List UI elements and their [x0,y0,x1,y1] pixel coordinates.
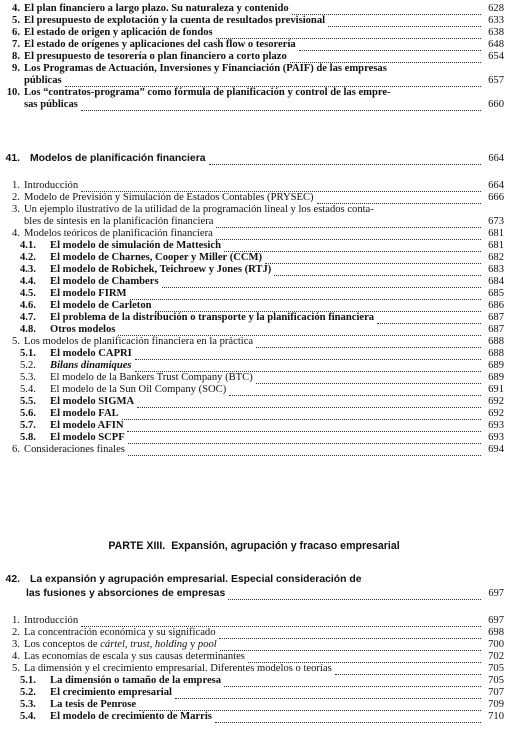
subentry-title: El modelo de simulación de Mattesich [50,240,221,251]
entry-number: 5. [12,663,20,674]
toc-entry [0,180,504,192]
toc-subentry [0,372,504,384]
leader-dots [81,102,481,111]
subentry-page: 684 [488,276,504,287]
subentry-page: 709 [488,699,504,710]
subentry-page: 691 [488,384,504,395]
entry-title-part-italic: pool [197,639,217,650]
entry-number: 5. [12,336,20,347]
subentry-number: 5.3. [20,699,36,710]
toc-subentry [0,396,504,408]
chapter-number: 42. [5,574,20,585]
subentry-number: 5.2. [20,360,36,371]
leader-dots [135,351,481,360]
subentry-number: 5.5. [20,396,36,407]
entry-title-continuation: bles de síntesis en la planificación financiera [24,216,214,227]
subentry-page: 685 [488,288,504,299]
toc-subentry [0,264,504,276]
toc-entry [0,651,504,663]
part-label: PARTE XIII. [108,540,166,552]
subentry-title: El modelo FIRM [50,288,127,299]
toc-entry-multiline [0,204,504,216]
toc-entry [0,444,504,456]
entry-title-continuation: sas públicas [24,99,78,110]
subentry-page: 692 [488,408,504,419]
toc-entry [0,336,504,348]
chapter-page: 664 [488,153,504,164]
subentry-page: 687 [488,312,504,323]
toc-subentry [0,408,504,420]
subentry-page: 707 [488,687,504,698]
entry-page: 688 [488,336,504,347]
entry-title: Modelo de Previsión y Simulación de Estados Contables (PRYSEC) [24,192,314,203]
entry-title: El presupuesto de explotación y la cuenta de resultados previsional [24,15,326,26]
toc-entry [0,663,504,675]
subentry-title: El modelo de crecimiento de Marris [50,711,212,722]
toc-subentry [0,687,504,699]
subentry-number: 4.5. [20,288,36,299]
entry-title: El plan financiero a largo plazo. Su naturaleza y contenido [24,3,289,14]
entry-page: 698 [488,627,504,638]
entry-number: 3. [12,204,20,215]
toc-subentry [0,432,504,444]
subentry-number: 4.1. [20,240,36,251]
entry-number: 6. [12,444,20,455]
chapter-heading [0,152,504,165]
entry-page: 697 [488,615,504,626]
leader-dots [65,78,481,87]
toc-entry [0,27,504,39]
entry-number: 4. [12,228,20,239]
entry-page: 633 [488,15,504,26]
subentry-number: 4.6. [20,300,36,311]
chapter-heading-line [0,587,504,600]
chapter42-entries [0,615,504,723]
entry-number: 8. [12,51,20,62]
leader-dots [220,642,481,651]
entry-title: El estado de origen y aplicación de fondos [24,27,213,38]
leader-dots [328,18,481,27]
toc-entry-multiline [0,87,504,99]
toc-subentry [0,699,504,711]
leader-dots [81,618,481,627]
subentry-page: 687 [488,324,504,335]
entry-title: Los modelos de planificación financiera en la práctica [24,336,254,347]
entry-number: 2. [12,627,20,638]
leader-dots [215,714,481,723]
chapter-number: 41. [5,153,20,164]
toc-subentry [0,360,504,372]
subentry-title: El modelo de Robichek, Teichroew y Jones (RTJ) [50,264,272,275]
subentry-page: 683 [488,264,504,275]
leader-dots [127,423,481,432]
subentry-page: 682 [488,252,504,263]
toc-entry-continuation [0,75,504,87]
chapter-title-line1: La expansión y agrupación empresarial. Especial consideración de [30,574,362,585]
subentry-title: El crecimiento empresarial [50,687,172,698]
entry-page: 705 [488,663,504,674]
leader-dots [292,6,481,15]
leader-dots [118,327,481,336]
leader-dots [248,654,481,663]
entry-number: 1. [12,180,20,191]
subentry-page: 681 [488,240,504,251]
leader-dots [137,399,481,408]
subentry-title: El modelo AFIN [50,420,124,431]
chapter-heading-line [0,574,504,587]
toc-subentry [0,300,504,312]
toc-subentry [0,288,504,300]
entry-page: 660 [488,99,504,110]
toc-subentry [0,312,504,324]
toc-entry-continuation [0,216,504,228]
entry-page: 694 [488,444,504,455]
toc-entry [0,615,504,627]
subentry-number: 4.8. [20,324,36,335]
entry-title: La dimensión y el crecimiento empresarial. Diferentes modelos o teorías [24,663,332,674]
entry-page: 638 [488,27,504,38]
entry-title-part: y [187,639,198,650]
leader-dots [122,411,481,420]
leader-dots [130,291,481,300]
leader-dots [209,156,481,165]
leader-dots [219,630,482,639]
entry-title: Los Programas de Actuación, Inversiones y Financiación (PAIF) de las empresas [24,63,387,74]
entry-page: 654 [488,51,504,62]
leader-dots [162,279,481,288]
subentry-number: 5.1. [20,675,36,686]
entry-title: La concentración económica y su significado [24,627,216,638]
leader-dots [81,183,481,192]
toc-entry [0,3,504,15]
entry-number: 10. [6,87,20,98]
leader-dots [216,219,481,228]
subentry-number: 5.4. [20,711,36,722]
leader-dots [175,690,481,699]
subentry-title: El modelo de Carleton [50,300,152,311]
chapter-title-line2: las fusiones y absorciones de empresas [26,588,226,599]
toc-subentry [0,675,504,687]
leader-dots [216,231,481,240]
toc-entry [0,51,504,63]
entry-title-part: Los conceptos de [24,639,101,650]
toc-entry [0,192,504,204]
leader-dots [335,666,481,675]
leader-dots [128,435,481,444]
subentry-title: El modelo de Chambers [50,276,159,287]
part-title: Expansión, agrupación y fracaso empresarial [171,540,400,552]
subentry-page: 693 [488,432,504,443]
chapter-page: 697 [488,588,504,599]
subentry-title: El modelo FAL [50,408,119,419]
entry-title [24,639,217,651]
entry-title-part-italic: cártel, trust, holding [100,639,188,650]
part-heading [0,540,508,552]
entry-title: El presupuesto de tesorería o plan financiero a corto plazo [24,51,287,62]
entry-number: 5. [12,15,20,26]
entry-page: 628 [488,3,504,14]
subentry-page: 710 [488,711,504,722]
top-entries [0,3,504,111]
subentry-page: 686 [488,300,504,311]
leader-dots [290,54,481,63]
chapter-heading [0,574,504,600]
subentry-number: 5.4. [20,384,36,395]
subentry-page: 692 [488,396,504,407]
subentry-title: El modelo SIGMA [50,396,135,407]
subentry-title: La tesis de Penrose [50,699,137,710]
subentry-number: 5.6. [20,408,36,419]
subentry-title: Otros modelos [50,324,116,335]
leader-dots [377,315,481,324]
subentry-number: 4.4. [20,276,36,287]
toc-entry [0,15,504,27]
subentry-number: 4.2. [20,252,36,263]
toc-subentry [0,384,504,396]
subentry-number: 5.2. [20,687,36,698]
leader-dots [135,363,481,372]
entry-title: Consideraciones finales [24,444,125,455]
entry-title: Introducción [24,615,79,626]
leader-dots [256,375,481,384]
leader-dots [224,678,481,687]
subentry-page: 689 [488,372,504,383]
toc-subentry [0,240,504,252]
leader-dots [274,267,481,276]
toc-entry-continuation [0,99,504,111]
entry-page: 657 [488,75,504,86]
entry-page: 700 [488,639,504,650]
subentry-title: El modelo de la Sun Oil Company (SOC) [50,384,227,395]
entry-number: 4. [12,3,20,14]
toc-entry [0,228,504,240]
entry-page: 666 [488,192,504,203]
leader-dots [256,339,481,348]
subentry-number: 5.8. [20,432,36,443]
entry-page: 673 [488,216,504,227]
subentry-page: 688 [488,348,504,359]
toc-entry [0,627,504,639]
subentry-title: El modelo CAPRI [50,348,132,359]
leader-dots [299,42,481,51]
leader-dots [128,447,481,456]
leader-dots [216,30,481,39]
toc-subentry [0,348,504,360]
entry-page: 664 [488,180,504,191]
toc-entry-multiline [0,63,504,75]
entry-title: El estado de orígenes y aplicaciones del cash flow o tesorería [24,39,296,50]
entry-number: 4. [12,651,20,662]
entry-title-continuation: públicas [24,75,62,86]
chapter41-entries [0,180,504,456]
entry-number: 7. [12,39,20,50]
entry-number: 3. [12,639,20,650]
leader-dots [317,195,481,204]
entry-title: Modelos teóricos de planificación financiera [24,228,213,239]
toc-entry [0,39,504,51]
entry-page: 681 [488,228,504,239]
entry-title: Un ejemplo ilustrativo de la utilidad de la programación lineal y los estados conta- [24,204,374,215]
leader-dots [224,243,481,252]
leader-dots [229,387,481,396]
toc-entry [0,639,504,651]
toc-subentry [0,324,504,336]
subentry-title: El modelo de la Bankers Trust Company (BTC) [50,372,253,383]
subentry-title: Bilans dinamiques [50,360,132,371]
entry-page: 702 [488,651,504,662]
subentry-title: El modelo SCPF [50,432,125,443]
subentry-title: La dimensión o tamaño de la empresa [50,675,222,686]
subentry-number: 5.3. [20,372,36,383]
entry-title: Las economías de escala y sus causas determinantes [24,651,245,662]
entry-number: 1. [12,615,20,626]
subentry-page: 689 [488,360,504,371]
leader-dots [265,255,481,264]
subentry-title: El problema de la distribución o transporte y la planificación financiera [50,312,375,323]
entry-number: 6. [12,27,20,38]
entry-number: 2. [12,192,20,203]
toc-subentry [0,711,504,723]
subentry-number: 4.3. [20,264,36,275]
entry-number: 9. [12,63,20,74]
leader-dots [139,702,481,711]
chapter-title: Modelos de planificación financiera [30,153,206,164]
toc-subentry [0,276,504,288]
leader-dots [228,591,481,600]
subentry-title: El modelo de Charnes, Cooper y Miller (CCM) [50,252,263,263]
entry-title: Introducción [24,180,79,191]
subentry-page: 693 [488,420,504,431]
leader-dots [155,303,481,312]
toc-subentry [0,420,504,432]
subentry-page: 705 [488,675,504,686]
entry-page: 648 [488,39,504,50]
toc-subentry [0,252,504,264]
entry-title: Los “contratos-programa” como fórmula de planificación y control de las empre- [24,87,391,98]
subentry-number: 5.1. [20,348,36,359]
subentry-number: 5.7. [20,420,36,431]
subentry-number: 4.7. [20,312,36,323]
